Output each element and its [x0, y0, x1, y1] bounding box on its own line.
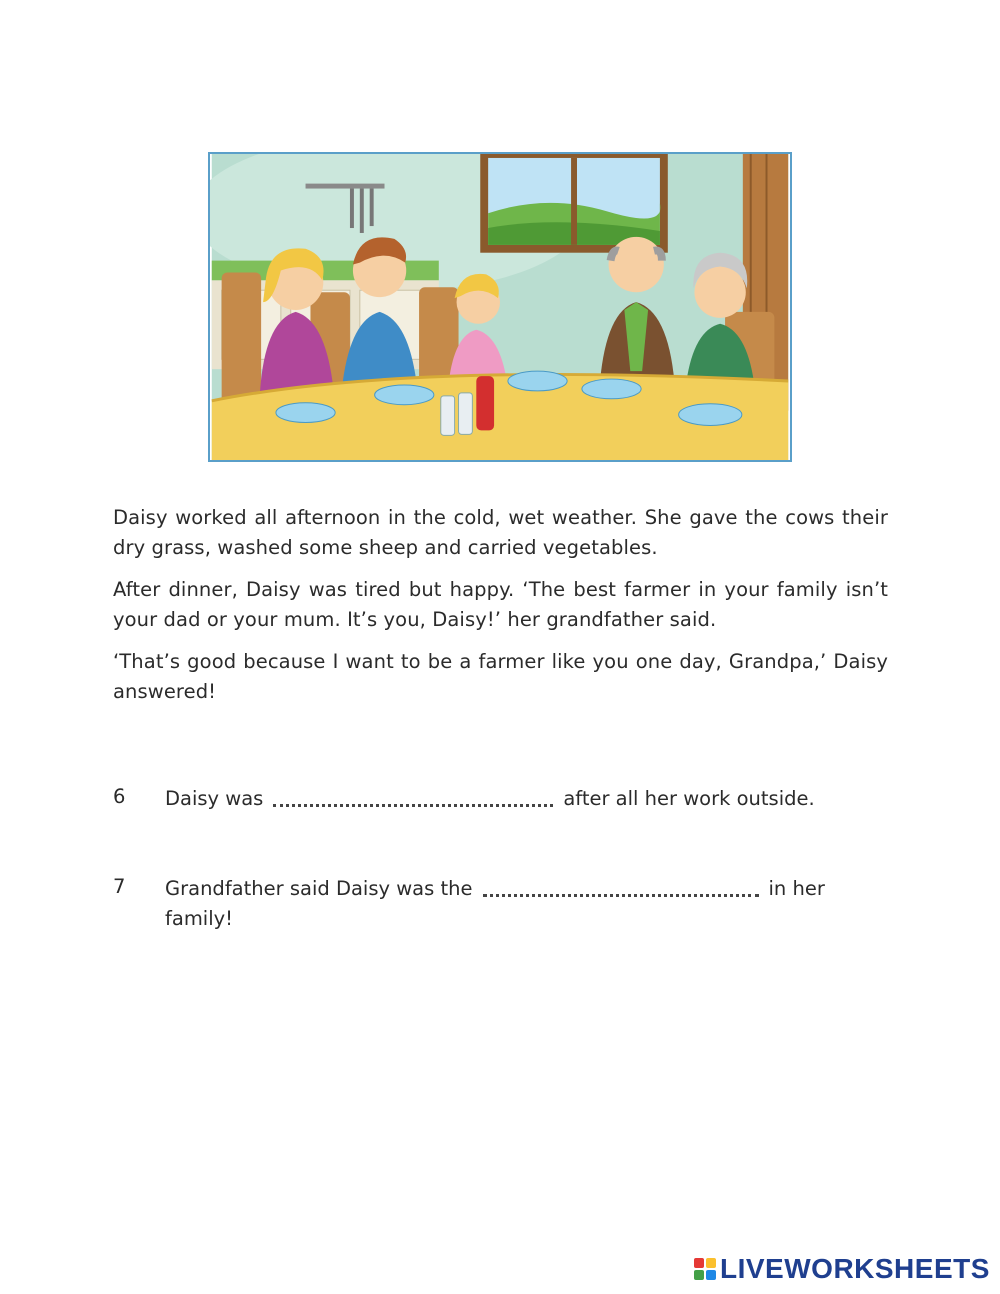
question-text-before: Daisy was [165, 787, 264, 810]
question-text-after: after all her work outside. [563, 787, 815, 810]
logo-grid-icon [694, 1258, 716, 1280]
logo-square [706, 1258, 716, 1268]
story-text [113, 503, 888, 719]
liveworksheets-logo [694, 1254, 990, 1284]
story-paragraph: After dinner, Daisy was tired but happy. ‘The best farmer in your family isn’t your dad or your mum. It’s you, Daisy!’ her grandfather said. [113, 578, 888, 631]
story-paragraph: Daisy worked all afternoon in the cold, wet weather. She gave the cows their dry grass, washed some sheep and carried vegetables. [113, 506, 888, 559]
story-paragraph: ‘That’s good because I want to be a farmer like you one day, Grandpa,’ Daisy answered! [113, 650, 888, 703]
logo-square [694, 1270, 704, 1280]
logo-square [694, 1258, 704, 1268]
logo-text: LIVEWORKSHEETS [720, 1253, 990, 1284]
answer-blank-6[interactable] [273, 782, 553, 807]
question-number: 6 [113, 785, 126, 808]
question-number: 7 [113, 875, 126, 898]
answer-blank-7[interactable] [483, 872, 759, 897]
question-text-after: in her family! [165, 877, 825, 930]
family-dinner-illustration [208, 152, 792, 462]
logo-square [706, 1270, 716, 1280]
question-text-before: Grandfather said Daisy was the [165, 877, 473, 900]
